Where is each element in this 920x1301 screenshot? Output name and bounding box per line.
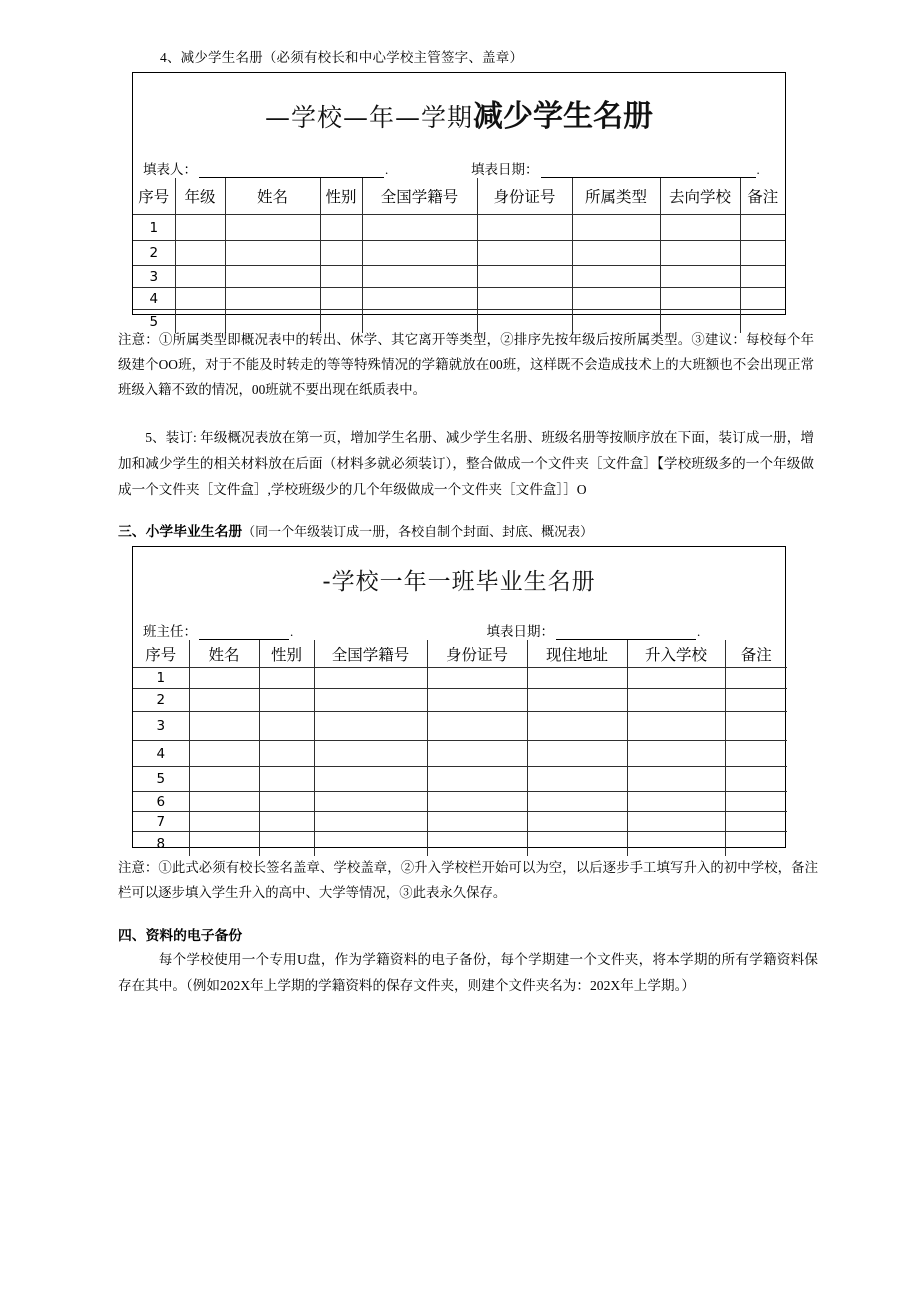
table2-row-6-cell-3[interactable] <box>427 792 527 812</box>
table2-row-2-cell-4[interactable] <box>527 689 627 712</box>
table2-row-2-cell-0[interactable] <box>189 689 259 712</box>
table2-row-1-cell-3[interactable] <box>427 668 527 689</box>
table1-row-1-index: 1 <box>133 215 175 241</box>
table1-row-3-cell-7[interactable] <box>740 266 785 288</box>
table-row <box>133 215 785 241</box>
table2-row-4-cell-4[interactable] <box>527 741 627 767</box>
table1-row-4-cell-4[interactable] <box>477 288 572 310</box>
table2-row-7-cell-1[interactable] <box>259 812 314 832</box>
table1-col-7: 去向学校 <box>660 178 740 215</box>
table2-teacher-input[interactable] <box>199 626 289 640</box>
table2-col-5: 现住地址 <box>527 640 627 668</box>
table1-preparer-input[interactable] <box>199 164 384 178</box>
table2-row-3-cell-4[interactable] <box>527 712 627 741</box>
table2-row-4-cell-3[interactable] <box>427 741 527 767</box>
table1-row-3-cell-3[interactable] <box>362 266 477 288</box>
table1-row-1-cell-3[interactable] <box>362 215 477 241</box>
table2-row-4-index: 4 <box>133 741 189 767</box>
section-5-text: 5、装订: 年级概况表放在第一页，增加学生名册、减少学生名册、班级名册等按顺序放在下面，装订成一册，增加和减少学生的相关材料放在后面（材料多就必须装订），整合做成一个文件夹［文件盒］【学校班级多的一个年级做成一个文件夹［文件盒］,学校班级少的几个年级做成一个文件夹［文件盒］］O <box>118 430 814 497</box>
table2-row-2-cell-6[interactable] <box>725 689 787 712</box>
table2-row-8-cell-2[interactable] <box>314 832 427 857</box>
table2-row-7-cell-5[interactable] <box>627 812 725 832</box>
table1-col-3: 性别 <box>320 178 362 215</box>
table1-row-1-cell-0[interactable] <box>175 215 225 241</box>
table2-row-5-index: 5 <box>133 767 189 792</box>
table2-row-1-index: 1 <box>133 668 189 689</box>
table2-row-3-cell-5[interactable] <box>627 712 725 741</box>
table1-row-3-cell-5[interactable] <box>572 266 660 288</box>
table1-row-2-cell-5[interactable] <box>572 241 660 266</box>
table2-date-dot: . <box>697 624 701 639</box>
section-3-heading <box>118 521 593 543</box>
table-row <box>133 832 787 857</box>
table2-row-5-cell-3[interactable] <box>427 767 527 792</box>
table1-row-3-cell-4[interactable] <box>477 266 572 288</box>
table2-row-8-cell-0[interactable] <box>189 832 259 857</box>
section-4b-text: 每个学校使用一个专用U盘，作为学籍资料的电子备份，每个学期建一个文件夹，将本学期的所有学籍资料保存在其中。（例如202X年上学期的学籍资料的保存文件夹，则建个文件夹名为：202X年上学期。） <box>118 952 818 993</box>
table2-row-6-cell-2[interactable] <box>314 792 427 812</box>
table2-row-1-cell-5[interactable] <box>627 668 725 689</box>
table1-col-8: 备注 <box>740 178 785 215</box>
table2-col-7: 备注 <box>725 640 787 668</box>
table2-row-5-cell-0[interactable] <box>189 767 259 792</box>
table2-row-5-cell-2[interactable] <box>314 767 427 792</box>
table2-row-4-cell-2[interactable] <box>314 741 427 767</box>
table1-col-5: 身份证号 <box>477 178 572 215</box>
table1-date-field[interactable] <box>447 158 775 178</box>
table2-teacher-field[interactable] <box>143 620 432 640</box>
table2-row-7-cell-0[interactable] <box>189 812 259 832</box>
table-row <box>133 668 787 689</box>
table2-row-6-cell-1[interactable] <box>259 792 314 812</box>
table1-row-4-cell-7[interactable] <box>740 288 785 310</box>
table1-header-row <box>133 178 785 215</box>
table2-row-8-cell-4[interactable] <box>527 832 627 857</box>
table2-row-1-cell-6[interactable] <box>725 668 787 689</box>
table1-row-2-cell-3[interactable] <box>362 241 477 266</box>
table1-row-2-cell-6[interactable] <box>660 241 740 266</box>
table-row <box>133 241 785 266</box>
table1-title-prefix: —学校—年—学期 <box>264 103 473 132</box>
table2-col-0: 序号 <box>133 640 189 668</box>
table1-row-1-cell-4[interactable] <box>477 215 572 241</box>
table2-row-2-cell-3[interactable] <box>427 689 527 712</box>
table2-note-text: 注意：①此式必须有校长签名盖章、学校盖章，②升入学校栏开始可以为空，以后逐步手工填写升入的初中学校，备注栏可以逐步填入学生升入的高中、大学等情况，③此表永久保存。 <box>118 860 818 900</box>
table1-row-2-cell-4[interactable] <box>477 241 572 266</box>
table2-row-6-index: 6 <box>133 792 189 812</box>
table2-row-6-cell-6[interactable] <box>725 792 787 812</box>
table1-col-1: 年级 <box>175 178 225 215</box>
table-row <box>133 792 787 812</box>
table2-row-1-cell-4[interactable] <box>527 668 627 689</box>
table-row <box>133 812 787 832</box>
table-row <box>133 288 785 310</box>
table2-row-6-cell-0[interactable] <box>189 792 259 812</box>
reduced-students-table <box>133 178 785 333</box>
graduates-table <box>133 640 787 856</box>
table2-row-5-cell-1[interactable] <box>259 767 314 792</box>
table2-row-4-cell-1[interactable] <box>259 741 314 767</box>
table-row <box>133 266 785 288</box>
table2-note <box>118 855 818 905</box>
table2-row-4-cell-0[interactable] <box>189 741 259 767</box>
table2-row-1-cell-0[interactable] <box>189 668 259 689</box>
table1-note-text: 注意：①所属类型即概况表中的转出、休学、其它离开等类型，②排序先按年级后按所属类型。③建议：每校每个年级建个OO班，对于不能及时转走的等等特殊情况的学籍就放在00班，这样既不会造成技术上的大班额也不会出现正常班级入籍不致的情况，00班就不要出现在纸质表中。 <box>118 332 814 397</box>
table2-row-7-cell-4[interactable] <box>527 812 627 832</box>
table2-row-8-cell-1[interactable] <box>259 832 314 857</box>
table1-note <box>118 327 814 402</box>
table1-row-4-cell-1[interactable] <box>225 288 320 310</box>
table1-row-1-cell-7[interactable] <box>740 215 785 241</box>
section-4-heading: 4、减少学生名册（必须有校长和中心学校主管签字、盖章） <box>160 50 524 65</box>
section-5-paragraph <box>118 425 814 503</box>
table1-row-4-cell-6[interactable] <box>660 288 740 310</box>
table2-col-2: 性别 <box>259 640 314 668</box>
table1-row-3-cell-2[interactable] <box>320 266 362 288</box>
table1-row-4-cell-3[interactable] <box>362 288 477 310</box>
table2-row-7-index: 7 <box>133 812 189 832</box>
table1-col-4: 全国学籍号 <box>362 178 477 215</box>
table1-title-emphasis: 减少学生名册 <box>473 99 653 134</box>
section-4b-paragraph <box>118 947 818 999</box>
table2-row-3-cell-0[interactable] <box>189 712 259 741</box>
table2-row-5-cell-4[interactable] <box>527 767 627 792</box>
table2-row-4-cell-5[interactable] <box>627 741 725 767</box>
table2-row-4-cell-6[interactable] <box>725 741 787 767</box>
table2-col-1: 姓名 <box>189 640 259 668</box>
table1-row-3-cell-0[interactable] <box>175 266 225 288</box>
table1-col-0: 序号 <box>133 178 175 215</box>
table2-row-5-cell-6[interactable] <box>725 767 787 792</box>
table1-row-2-cell-2[interactable] <box>320 241 362 266</box>
table1-date-dot: . <box>756 162 760 177</box>
table2-row-6-cell-4[interactable] <box>527 792 627 812</box>
table2-row-8-cell-5[interactable] <box>627 832 725 857</box>
table2-row-8-cell-3[interactable] <box>427 832 527 857</box>
table-row <box>133 712 787 741</box>
section-3-subtitle: （同一个年级装订成一册，各校自制个封面、封底、概况表） <box>242 524 594 539</box>
table2-row-3-cell-2[interactable] <box>314 712 427 741</box>
table2-row-7-cell-3[interactable] <box>427 812 527 832</box>
table2-row-2-cell-1[interactable] <box>259 689 314 712</box>
table1-preparer-label: 填表人： <box>143 162 197 177</box>
table2-col-3: 全国学籍号 <box>314 640 427 668</box>
table-row <box>133 741 787 767</box>
table2-row-1-cell-2[interactable] <box>314 668 427 689</box>
table1-row-3-cell-6[interactable] <box>660 266 740 288</box>
table2-row-2-index: 2 <box>133 689 189 712</box>
table2-row-8-index: 8 <box>133 832 189 857</box>
section-4b-heading <box>118 925 242 947</box>
table-row <box>133 689 787 712</box>
table2-row-3-index: 3 <box>133 712 189 741</box>
table2-date-field[interactable] <box>432 620 776 640</box>
table2-row-6-cell-5[interactable] <box>627 792 725 812</box>
table2-teacher-label: 班主任： <box>143 624 197 639</box>
table2-date-input[interactable] <box>556 626 696 640</box>
table1-row-5-index: 5 <box>133 310 175 334</box>
table1-row-3-cell-1[interactable] <box>225 266 320 288</box>
table2-row-7-cell-6[interactable] <box>725 812 787 832</box>
table2-teacher-dot: . <box>290 624 294 639</box>
table2-col-6: 升入学校 <box>627 640 725 668</box>
table2-row-3-cell-6[interactable] <box>725 712 787 741</box>
table2-col-4: 身份证号 <box>427 640 527 668</box>
table2-row-8-cell-6[interactable] <box>725 832 787 857</box>
table2-row-7-cell-2[interactable] <box>314 812 427 832</box>
table1-meta-row <box>133 144 785 178</box>
table1-preparer-dot: . <box>385 162 389 177</box>
table1-row-2-cell-7[interactable] <box>740 241 785 266</box>
table1-row-1-cell-1[interactable] <box>225 215 320 241</box>
table1-row-1-cell-2[interactable] <box>320 215 362 241</box>
table1-row-2-cell-1[interactable] <box>225 241 320 266</box>
table2-row-3-cell-1[interactable] <box>259 712 314 741</box>
table2-date-label: 填表日期： <box>486 624 554 639</box>
table1-row-4-cell-0[interactable] <box>175 288 225 310</box>
table1-row-2-index: 2 <box>133 241 175 266</box>
table2-header-row <box>133 640 787 668</box>
table2-title: -学校一年一班毕业生名册 <box>322 569 596 595</box>
table1-row-4-cell-5[interactable] <box>572 288 660 310</box>
table1-row-1-cell-5[interactable] <box>572 215 660 241</box>
table2-meta-row <box>133 608 785 640</box>
graduates-table-box <box>132 546 786 852</box>
table1-row-2-cell-0[interactable] <box>175 241 225 266</box>
table-row <box>133 767 787 792</box>
table1-row-4-cell-2[interactable] <box>320 288 362 310</box>
table2-row-3-cell-3[interactable] <box>427 712 527 741</box>
table1-date-input[interactable] <box>541 164 756 178</box>
reduced-students-table-box <box>132 72 786 330</box>
table1-row-4-index: 4 <box>133 288 175 310</box>
table1-preparer-field[interactable] <box>143 158 447 178</box>
table1-col-6: 所属类型 <box>572 178 660 215</box>
table1-row-3-index: 3 <box>133 266 175 288</box>
table2-row-5-cell-5[interactable] <box>627 767 725 792</box>
section-3-title: 三、小学毕业生名册 <box>118 524 243 539</box>
table2-row-2-cell-5[interactable] <box>627 689 725 712</box>
table2-row-1-cell-1[interactable] <box>259 668 314 689</box>
table1-title <box>133 73 785 135</box>
table2-row-2-cell-2[interactable] <box>314 689 427 712</box>
table1-date-label: 填表日期： <box>471 162 539 177</box>
table1-col-2: 姓名 <box>225 178 320 215</box>
table1-row-1-cell-6[interactable] <box>660 215 740 241</box>
section-4b-title: 四、资料的电子备份 <box>118 928 243 943</box>
